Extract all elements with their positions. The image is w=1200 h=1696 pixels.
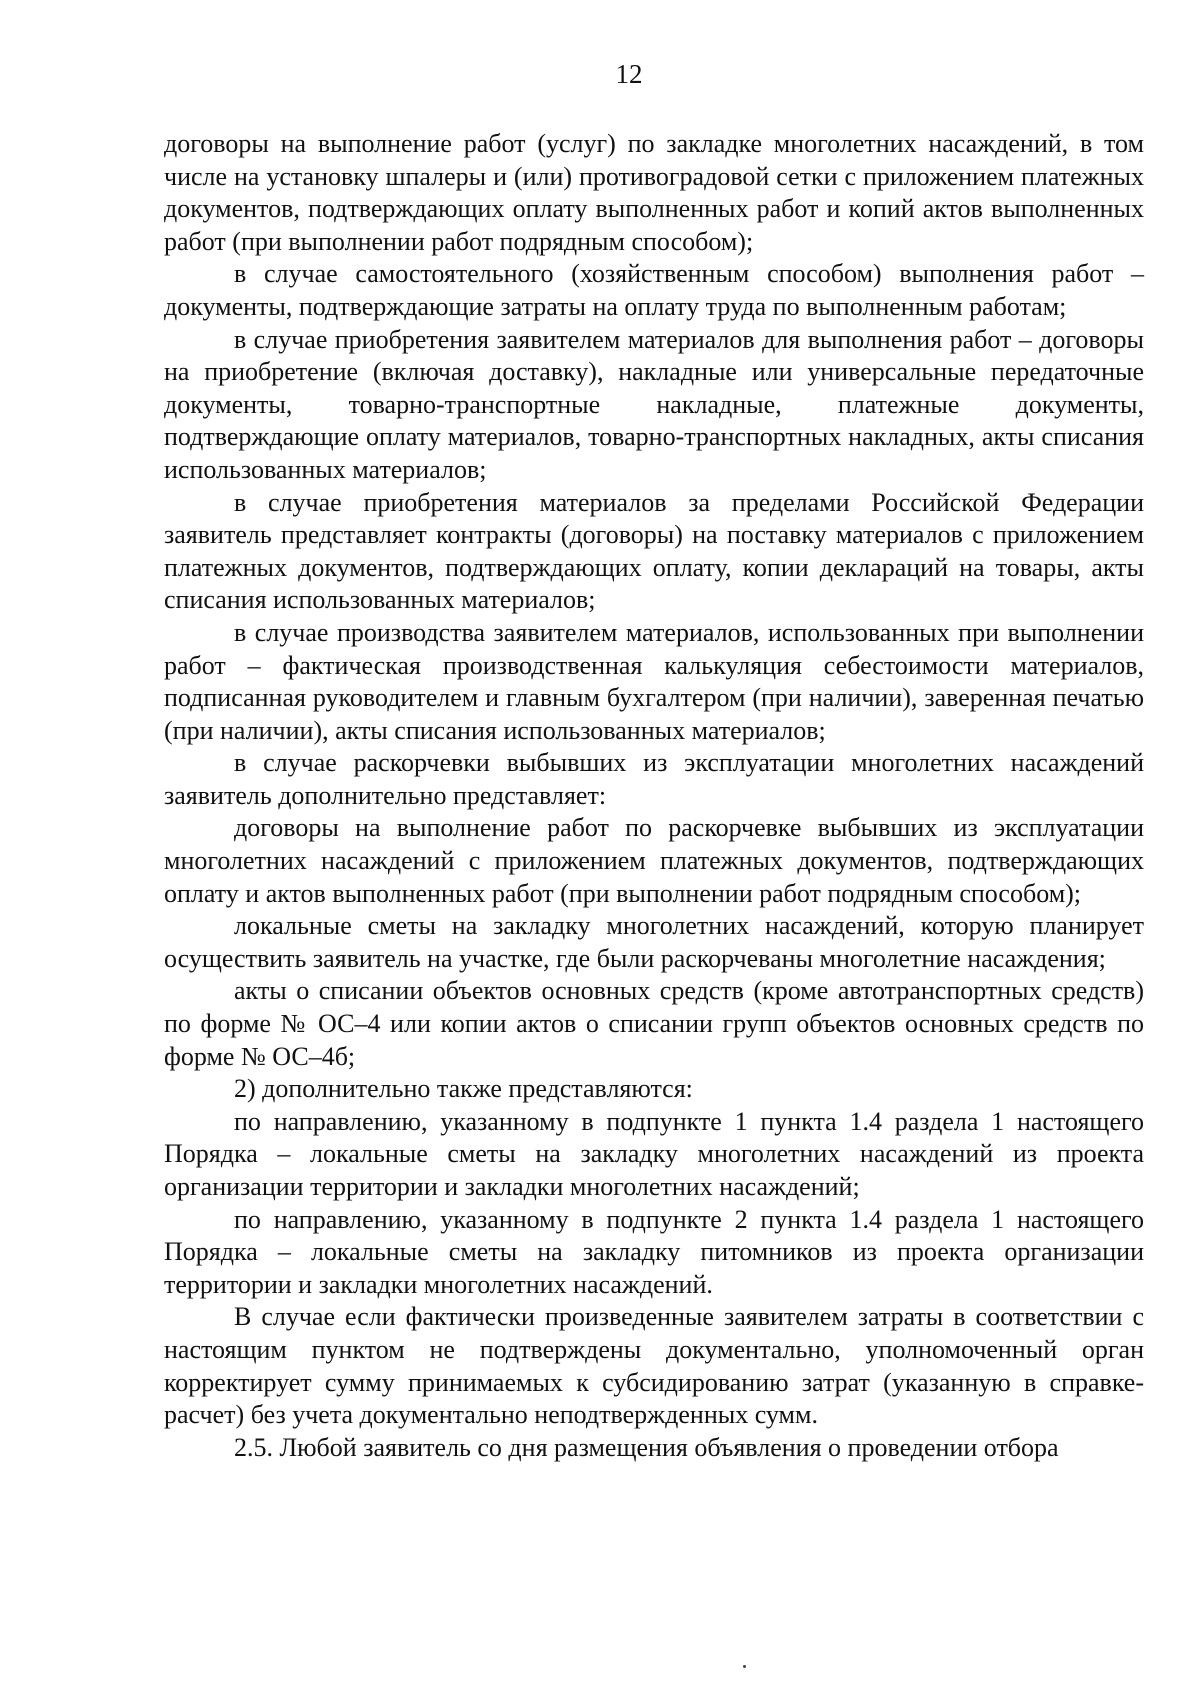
paragraph: в случае приобретения заявителем материалов для выполнения работ – договоры на приобретение (включая доставку), накладные или универсальные передаточные документы, товарно-транспортные накладные, платежные документы, подтверждающие оплату материалов, товарно-транспортных накладных, акты списания использованных материалов; bbox=[164, 324, 1144, 484]
paragraph-last: 2.5. Любой заявитель со дня размещения объявления о проведении отбора bbox=[234, 1432, 1059, 1462]
paragraph: 2) дополнительно также представляются: bbox=[234, 1074, 693, 1104]
paragraph: в случае приобретения материалов за пределами Российской Федерации заявитель представляет контракты (договоры) на поставку материалов с приложением платежных документов, подтверждающих оплату, копии деклараций на товары, акты списания использованных материалов; bbox=[164, 487, 1144, 615]
paragraph: акты о списании объектов основных средств (кроме автотранспортных средств) по форме № ОС–4 или копии актов о списании групп объектов основных средств по форме № ОС–4б; bbox=[164, 976, 1144, 1071]
paragraph: по направлению, указанному в подпункте 2 пункта 1.4 раздела 1 настоящего Порядка – локальные сметы на закладку питомников из проекта организации территории и закладки многолетних насаждений. bbox=[164, 1204, 1144, 1299]
paragraph: локальные сметы на закладку многолетних насаждений, которую планирует осуществить заявитель на участке, где были раскорчеваны многолетние насаждения; bbox=[164, 911, 1144, 973]
paragraph: в случае раскорчевки выбывших из эксплуатации многолетних насаждений заявитель дополнительно представляет: bbox=[164, 748, 1144, 810]
body-text bbox=[164, 128, 1144, 1464]
scan-speck bbox=[743, 1665, 746, 1668]
paragraph: по направлению, указанному в подпункте 1 пункта 1.4 раздела 1 настоящего Порядка – локальные сметы на закладку многолетних насаждений из проекта организации территории и закладки многолетних насаждений; bbox=[164, 1106, 1144, 1201]
paragraph: в случае самостоятельного (хозяйственным способом) выполнения работ – документы, подтверждающие затраты на оплату труда по выполненным работам; bbox=[164, 259, 1144, 321]
paragraph: договоры на выполнение работ по раскорчевке выбывших из эксплуатации многолетних насаждений с приложением платежных документов, подтверждающих оплату и актов выполненных работ (при выполнении работ подрядным способом); bbox=[164, 813, 1144, 908]
paragraph: договоры на выполнение работ (услуг) по закладке многолетних насаждений, в том числе на установку шпалеры и (или) противоградовой сетки с приложением платежных документов, подтверждающих оплату выполненных работ и копий актов выполненных работ (при выполнении работ подрядным способом); bbox=[164, 129, 1144, 256]
paragraph: В случае если фактически произведенные заявителем затраты в соответствии с настоящим пунктом не подтверждены документально, уполномоченный орган корректирует сумму принимаемых к субсидированию затрат (указанную в справке-расчет) без учета документально неподтвержденных сумм. bbox=[164, 1302, 1144, 1430]
page-number: 12 bbox=[615, 59, 643, 89]
paragraph: в случае производства заявителем материалов, использованных при выполнении работ – фактическая производственная калькуляция себестоимости материалов, подписанная руководителем и главным бухгалтером (при наличии), заверенная печатью (при наличии), акты списания использованных материалов; bbox=[164, 617, 1144, 745]
